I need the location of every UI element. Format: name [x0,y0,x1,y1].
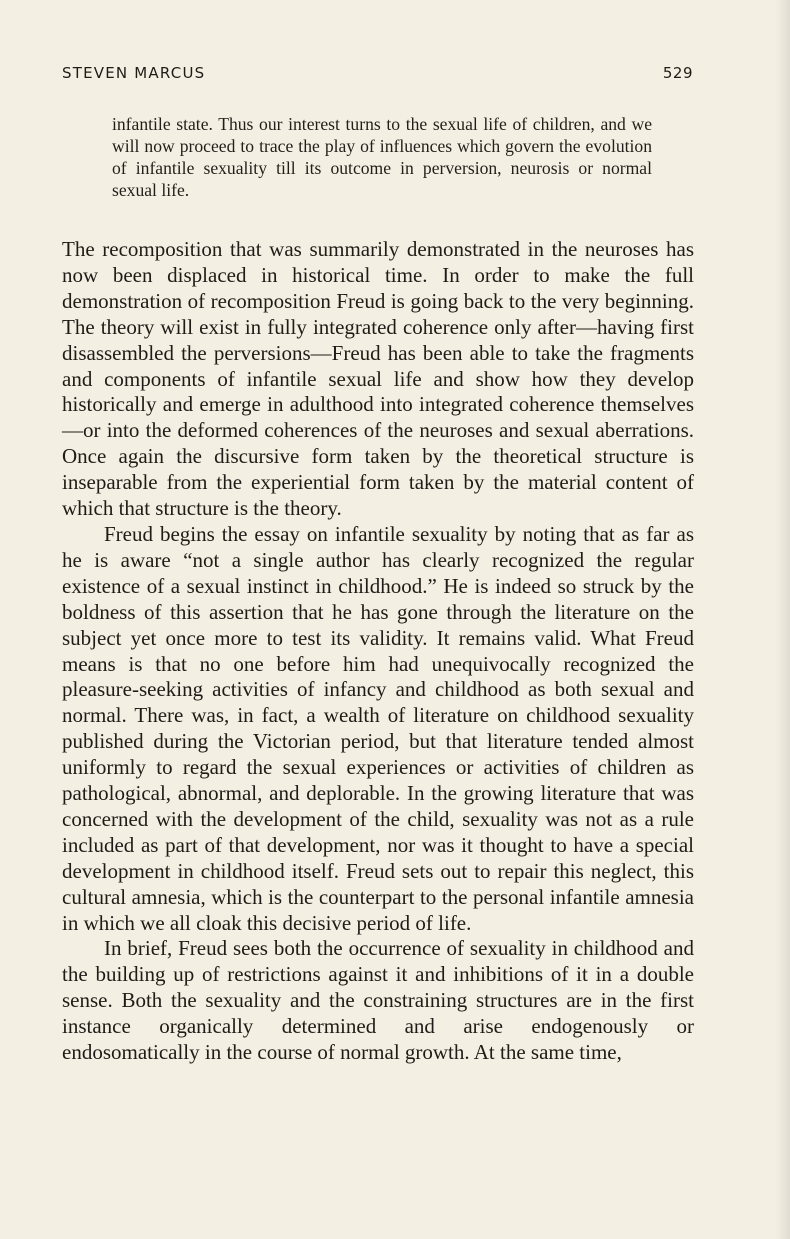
running-head-author: STEVEN MARCUS [62,64,206,82]
running-header [62,64,693,82]
block-quote: infantile state. Thus our interest turns to the sexual life of children, and we will now proceed to trace the play of influences which govern the evolution of infantile sexuality till its outcome in perversion, neurosis or normal sexual life. [112,114,652,200]
page-number: 529 [662,64,693,82]
body-paragraph-1: The recomposition that was summarily demonstrated in the neuroses has now been displaced in historical time. In order to make the full demonstration of recomposition Freud is going back to the very beginning. The theory will exist in fully integrated coherence only after—having first disassembled the perversions—Freud has been able to take the fragments and components of infantile sexual life and show how they develop historically and emerge in adulthood into integrated coherence themselves—or into the deformed coherences of the neuroses and sexual aberrations. Once again the discursive form taken by the theoretical structure is inseparable from the experiential form taken by the material content of which that structure is the theory. [62,237,694,521]
body-text [62,237,694,1066]
body-paragraph-2: Freud begins the essay on infantile sexuality by noting that as far as he is aware “not a single author has clearly recognized the regular existence of a sexual instinct in childhood.” He is indeed so struck by the boldness of this assertion that he has gone through the literature on the subject yet once more to test its validity. It remains valid. What Freud means is that no one before him had unequivocally recognized the pleasure-seeking activities of infancy and childhood as both sexual and normal. There was, in fact, a wealth of literature on childhood sexuality published during the Victorian period, but that literature tended almost uniformly to regard the sexual experiences or activities of children as pathological, abnormal, and deplorable. In the growing literature that was concerned with the development of the child, sexuality was not as a rule included as part of that development, nor was it thought to have a special development in childhood itself. Freud sets out to repair this neglect, this cultural amnesia, which is the counterpart to the personal infantile amnesia in which we all cloak this decisive period of life. [62,521,694,935]
page-edge-shadow [776,0,790,1239]
body-paragraph-3: In brief, Freud sees both the occurrence of sexuality in childhood and the building up of restrictions against it and inhibitions of it in a double sense. Both the sexuality and the constraining structures are in the first instance organically determined and arise endogenously or endosomatically in the course of normal growth. At the same time, [62,936,694,1065]
